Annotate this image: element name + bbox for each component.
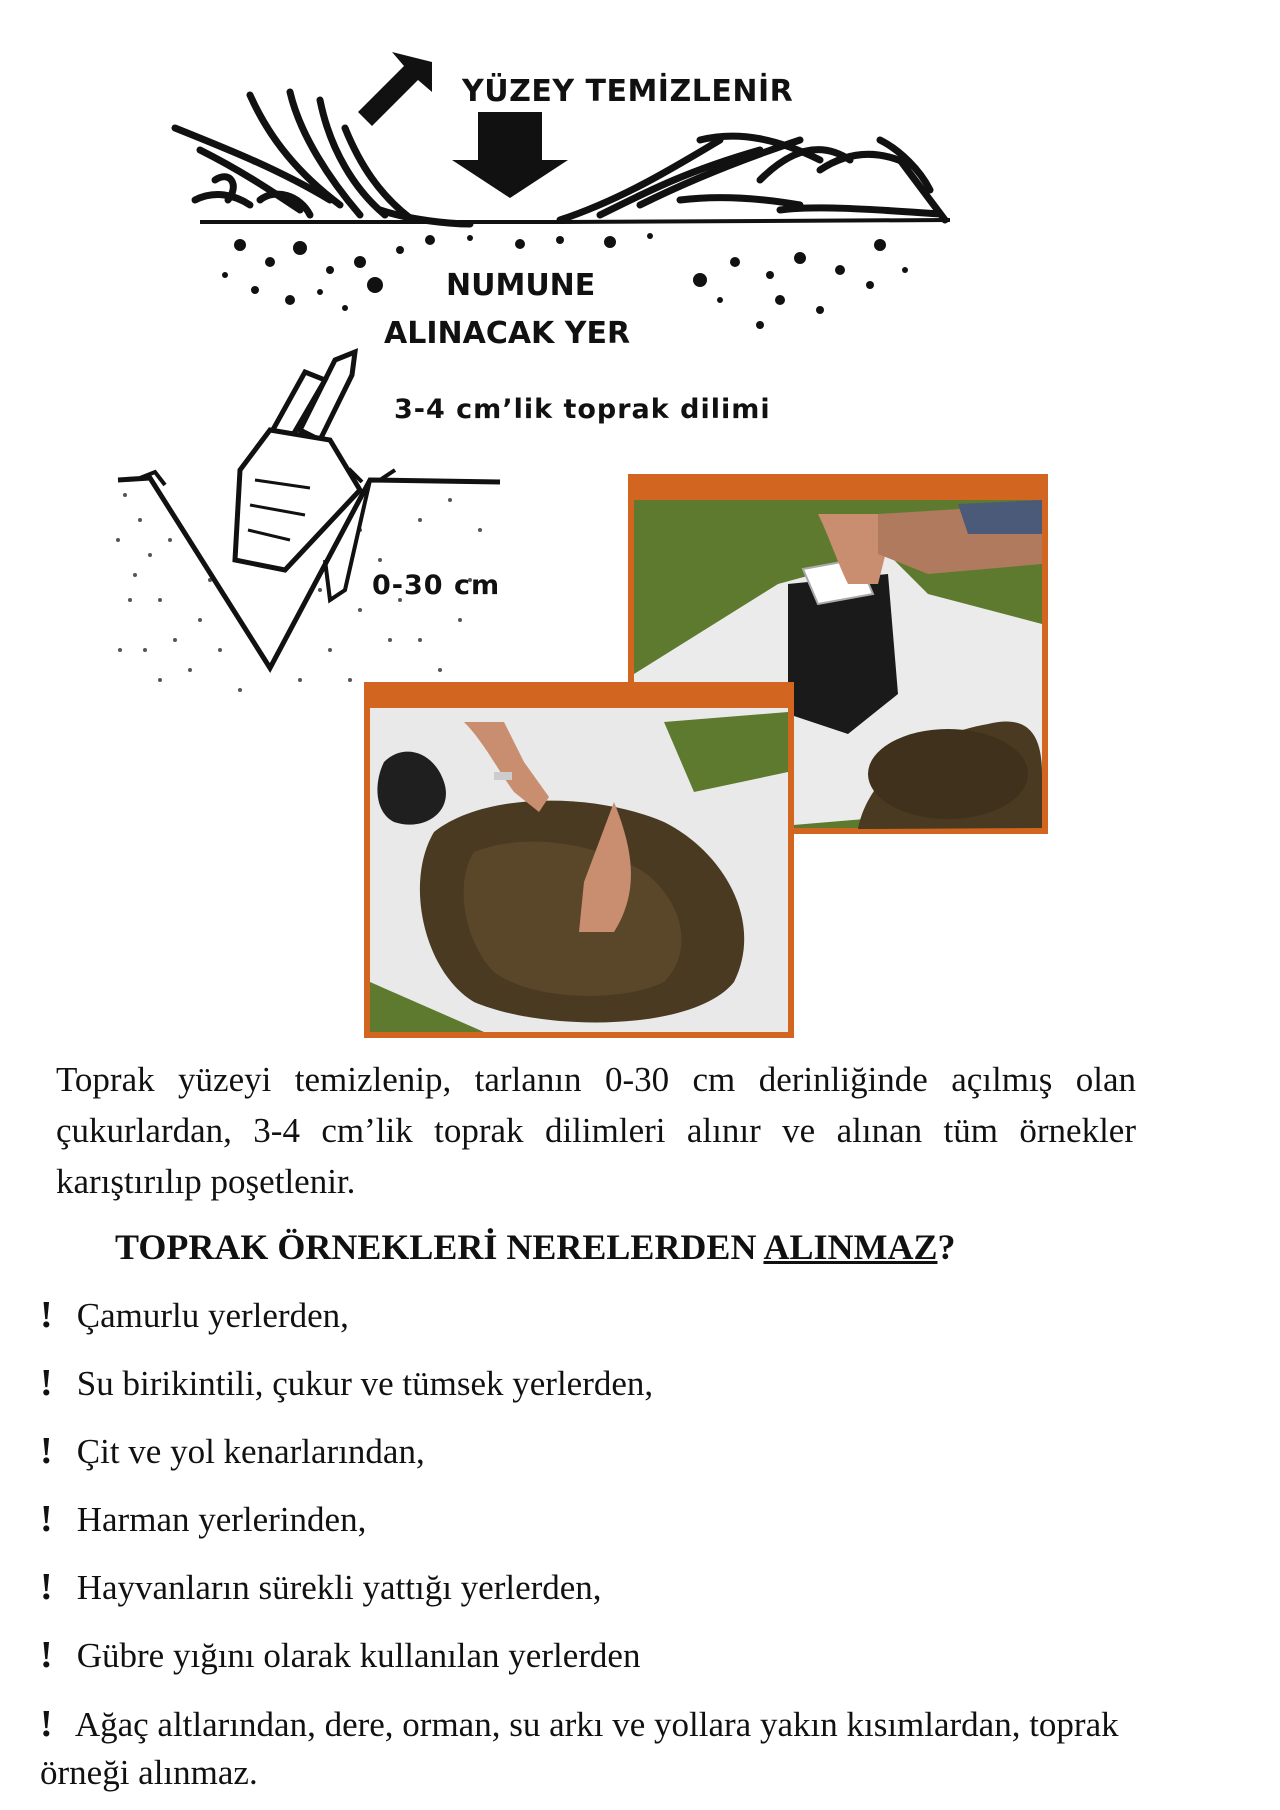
exclusion-list (40, 1292, 1160, 1797)
list-item-text: Su birikintili, çukur ve tümsek yerlerden, (76, 1364, 654, 1403)
exclamation-icon: ! (40, 1362, 53, 1404)
ground-line (200, 220, 950, 222)
down-arrow-icon (452, 112, 568, 198)
list-item-text: Gübre yığını olarak kullanılan yerlerden (76, 1636, 641, 1675)
list-item-text: Çit ve yol kenarlarından, (76, 1432, 425, 1471)
diagonal-arrow-icon (358, 52, 432, 126)
section-heading (115, 1226, 1165, 1268)
exclamation-icon: ! (40, 1294, 53, 1336)
list-item-text: Ağaç altlarından, dere, orman, su arkı ve yollara yakın kısımlardan, toprak örneği alınmaz. (40, 1705, 1119, 1792)
exclamation-icon: ! (40, 1430, 53, 1472)
surface-cleaned-label: YÜZEY TEMİZLENİR (462, 74, 794, 109)
exclamation-icon: ! (40, 1566, 53, 1608)
grass-right-illustration (560, 136, 945, 220)
exclamation-icon: ! (40, 1703, 53, 1745)
list-item-text: Çamurlu yerlerden, (76, 1296, 349, 1335)
heading-underlined-word: ALINMAZ (763, 1227, 938, 1267)
grass-left-illustration (175, 92, 470, 224)
shovel-icon (235, 352, 370, 600)
exclamation-icon: ! (40, 1634, 53, 1676)
exclamation-icon: ! (40, 1498, 53, 1540)
list-item-text: Harman yerlerinden, (76, 1500, 367, 1539)
list-item (40, 1632, 1160, 1700)
photo-mixing-illustration (364, 682, 794, 1038)
list-item (40, 1564, 1160, 1632)
soil-slice-label: 3-4 cm’lik toprak dilimi (394, 394, 771, 425)
sample-location-label-line1: NUMUNE (446, 268, 596, 303)
depth-label: 0-30 cm (372, 570, 501, 601)
list-item-text: Hayvanların sürekli yattığı yerlerden, (76, 1568, 602, 1607)
list-item (40, 1496, 1160, 1564)
sample-location-label-line2: ALINACAK YER (384, 316, 631, 351)
procedure-paragraph: Toprak yüzeyi temizlenip, tarlanın 0-30 cm derinliğinde açılmış olan çukurlardan, 3-4 cm’lik toprak dilimleri alınır ve alınan tüm örnekler karıştırılıp poşetlenir. (56, 1060, 1136, 1201)
list-item (40, 1428, 1160, 1496)
list-item (40, 1360, 1160, 1428)
heading-prefix: TOPRAK ÖRNEKLERİ NERELERDEN (115, 1227, 764, 1267)
list-item (40, 1700, 1160, 1797)
photo-mixing-soil (364, 682, 794, 1038)
list-item (40, 1292, 1160, 1360)
heading-suffix: ? (937, 1227, 956, 1267)
